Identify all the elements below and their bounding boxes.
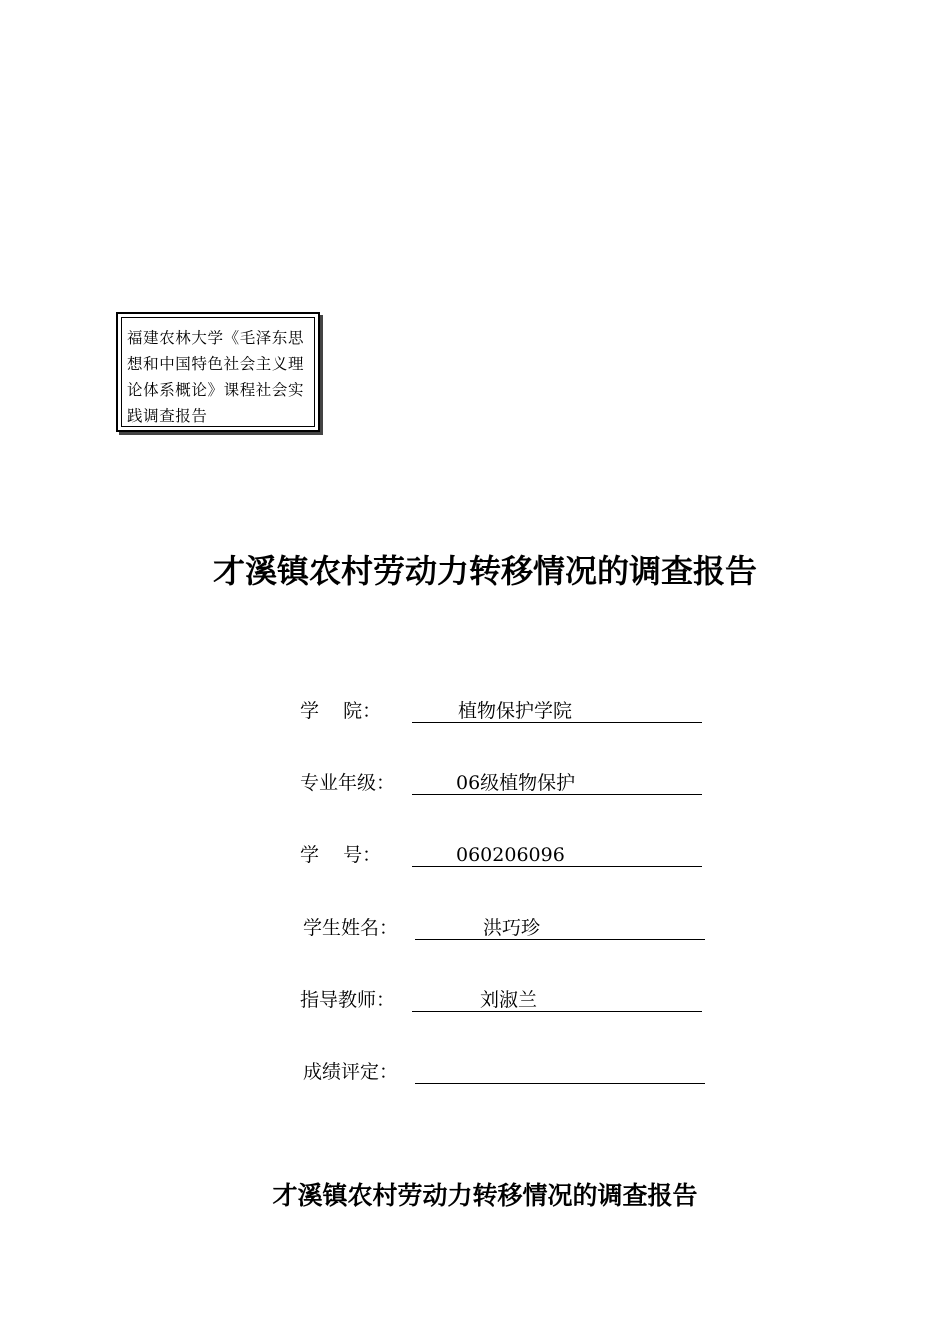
course-info-text: 福建农林大学《毛泽东思想和中国特色社会主义理论体系概论》课程社会实践调查报告 — [121, 317, 315, 427]
field-advisor-value: 刘淑兰 — [412, 988, 702, 1012]
field-advisor — [300, 982, 702, 1012]
field-college — [300, 693, 702, 723]
field-student-id — [300, 837, 702, 867]
course-info-box — [116, 312, 320, 432]
field-grade-assessment-value — [415, 1060, 705, 1084]
field-college-value: 植物保护学院 — [412, 699, 702, 723]
field-major-grade — [300, 765, 702, 795]
field-student-name-value: 洪巧珍 — [415, 916, 705, 940]
field-student-id-value: 060206096 — [412, 843, 702, 867]
field-student-name — [303, 910, 705, 940]
field-advisor-label: 指导教师： — [300, 989, 396, 1011]
field-student-name-label: 学生姓名： — [303, 917, 399, 939]
field-college-label: 学 院： — [300, 700, 382, 722]
field-student-id-label: 学 号： — [300, 844, 382, 866]
report-subtitle: 才溪镇农村劳动力转移情况的调查报告 — [272, 1181, 698, 1210]
report-title: 才溪镇农村劳动力转移情况的调查报告 — [212, 552, 757, 590]
field-grade-assessment-label: 成绩评定： — [303, 1061, 399, 1083]
field-major-grade-value: 06级植物保护 — [412, 771, 702, 795]
field-major-grade-label: 专业年级： — [300, 772, 396, 794]
field-grade-assessment — [303, 1054, 705, 1084]
